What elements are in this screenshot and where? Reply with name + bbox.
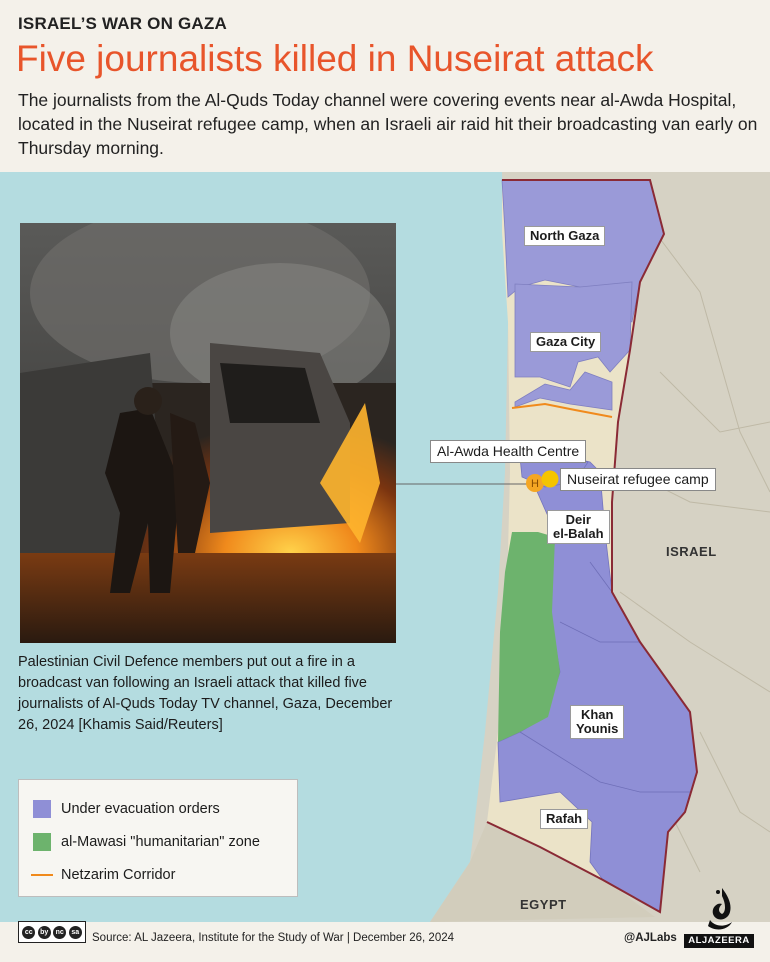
source-line: Source: AL Jazeera, Institute for the Study of War | December 26, 2024	[92, 932, 455, 944]
label-deir-line2: el-Balah	[553, 526, 604, 541]
label-north-gaza: North Gaza	[524, 226, 605, 246]
label-deir-el-balah	[547, 510, 610, 544]
subtitle: The journalists from the Al-Quds Today channel were covering events near al-Awda Hospital, located in the Nuseirat refugee camp, when an Israeli air raid hit their broadcasting van early on Thursday morning.	[18, 90, 758, 158]
label-khan-younis	[570, 705, 624, 739]
legend-item-evacuation	[33, 800, 220, 818]
hospital-symbol: H	[531, 478, 539, 490]
sa-icon: sa	[69, 926, 82, 939]
label-deir-line1: Deir	[565, 512, 591, 527]
camp-marker	[542, 471, 559, 488]
legend-item-netzarim	[33, 867, 175, 883]
aljazeera-wordmark: ALJAZEERA	[684, 934, 754, 948]
callout-camp: Nuseirat refugee camp	[560, 468, 716, 491]
nc-icon: nc	[53, 926, 66, 939]
label-gaza-city: Gaza City	[530, 332, 601, 352]
legend-swatch-mawasi	[33, 833, 51, 851]
legend-swatch-evacuation	[33, 800, 51, 818]
cc-icon: cc	[22, 926, 35, 939]
label-egypt: EGYPT	[520, 897, 567, 912]
aj-labs-handle: @AJLabs	[624, 932, 677, 944]
by-icon: by	[38, 926, 51, 939]
legend-swatch-netzarim	[31, 874, 53, 876]
photo-illustration	[20, 223, 396, 643]
legend-item-mawasi	[33, 833, 260, 851]
creative-commons-badge	[18, 921, 86, 943]
page-title: Five journalists killed in Nuseirat attack	[16, 38, 654, 79]
label-rafah: Rafah	[540, 809, 588, 829]
van-fire-photo	[20, 223, 396, 643]
legend-label-netzarim: Netzarim Corridor	[61, 867, 176, 883]
label-khan-line1: Khan	[580, 707, 614, 722]
callout-health-centre: Al-Awda Health Centre	[430, 440, 586, 463]
legend-label-evacuation: Under evacuation orders	[61, 801, 220, 817]
map-legend	[18, 779, 298, 897]
label-israel: ISRAEL	[666, 544, 717, 559]
label-khan-line2: Younis	[576, 721, 619, 736]
photo-caption: Palestinian Civil Defence members put out a fire in a broadcast van following an Israeli attack that killed five journalists of Al-Quds Today TV channel, Gaza, December 26, 2024 [Khamis Said/Reuters]	[18, 654, 393, 733]
header	[0, 0, 770, 172]
legend-label-mawasi: al-Mawasi "humanitarian" zone	[61, 834, 260, 850]
kicker: ISRAEL’S WAR ON GAZA	[18, 14, 227, 33]
